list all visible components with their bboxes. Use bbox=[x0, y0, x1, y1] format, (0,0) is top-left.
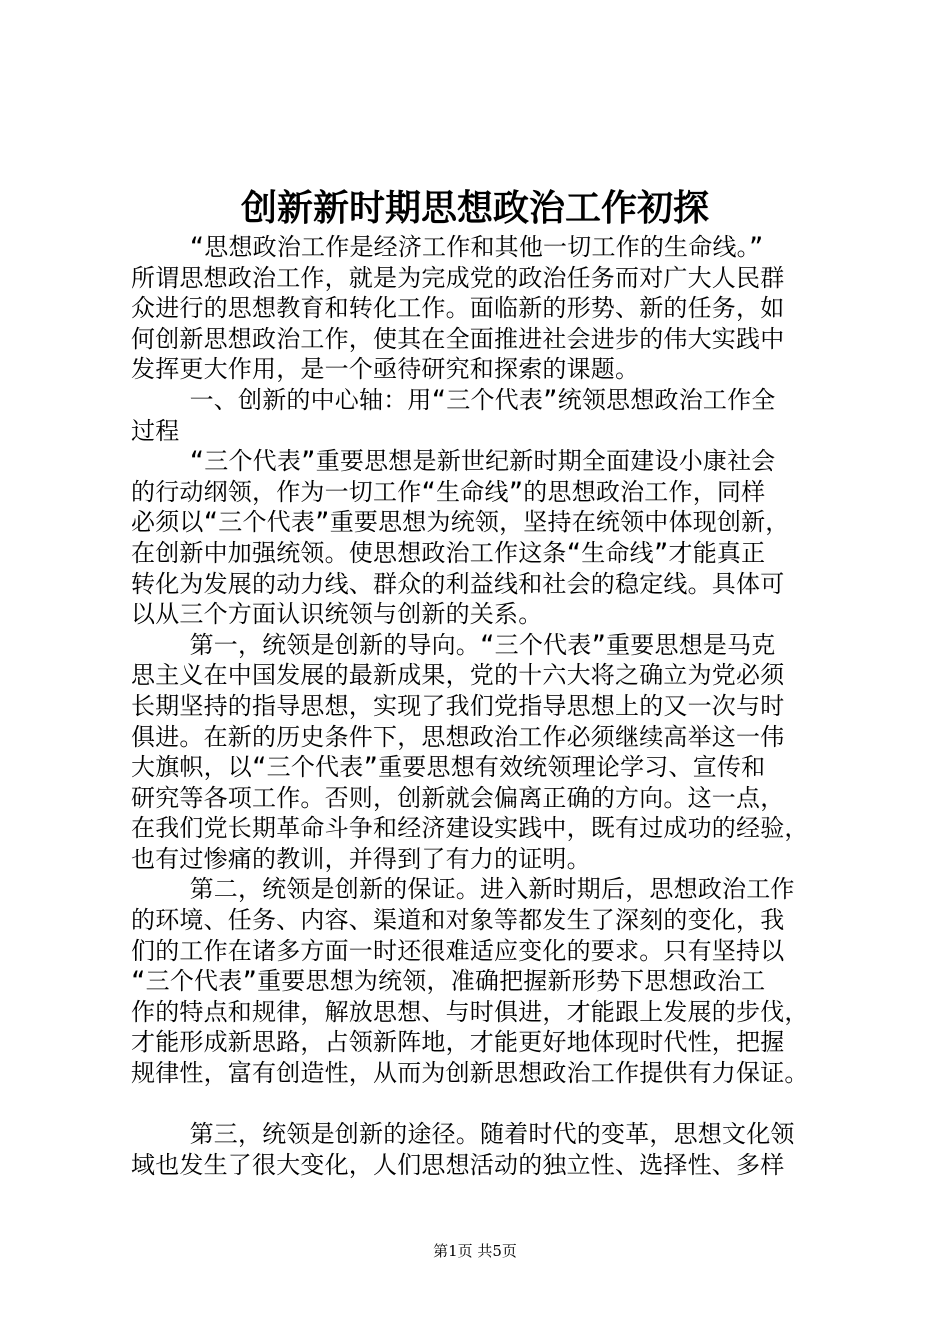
page-title: 创新新时期思想政治工作初探 bbox=[240, 187, 709, 229]
text-line: 转化为发展的动力线、群众的利益线和社会的稳定线。具体可 bbox=[131, 569, 785, 598]
text-line: 长期坚持的指导思想，实现了我们党指导思想上的又一次与时 bbox=[131, 691, 785, 720]
text-line: 必须以“三个代表”重要思想为统领，坚持在统领中体现创新， bbox=[131, 508, 790, 537]
text-line: 域也发生了很大变化，人们思想活动的独立性、选择性、多样 bbox=[131, 1150, 785, 1179]
text-line: “三个代表”重要思想是新世纪新时期全面建设小康社会 bbox=[131, 447, 776, 476]
text-line: 第三，统领是创新的途径。随着时代的变革，思想文化领 bbox=[131, 1120, 795, 1149]
text-line: 在创新中加强统领。使思想政治工作这条“生命线”才能真正 bbox=[131, 538, 766, 567]
text-line: 以从三个方面认识统领与创新的关系。 bbox=[131, 600, 543, 629]
text-line: “三个代表”重要思想为统领，准确把握新形势下思想政治工 bbox=[131, 967, 766, 996]
text-line: 思主义在中国发展的最新成果，党的十六大将之确立为党必须 bbox=[131, 661, 785, 690]
text-line: 在我们党长期革命斗争和经济建设实践中，既有过成功的经验， bbox=[131, 814, 809, 843]
text-line: 第二，统领是创新的保证。进入新时期后，思想政治工作 bbox=[131, 875, 795, 904]
text-line: 的行动纲领，作为一切工作“生命线”的思想政治工作，同样 bbox=[131, 477, 766, 506]
text-line: 也有过惨痛的教训，并得到了有力的证明。 bbox=[131, 844, 591, 873]
section-heading: 一、创新的中心轴：用“三个代表”统领思想政治工作全 bbox=[131, 385, 776, 414]
section-heading: 过程 bbox=[131, 416, 180, 445]
text-line: 研究等各项工作。否则，创新就会偏离正确的方向。这一点， bbox=[131, 783, 785, 812]
document-body bbox=[131, 232, 831, 1180]
text-line: 大旗帜，以“三个代表”重要思想有效统领理论学习、宣传和 bbox=[131, 753, 766, 782]
text-line: 的环境、任务、内容、渠道和对象等都发生了深刻的变化，我 bbox=[131, 906, 785, 935]
page-footer: 第1页 共5页 bbox=[433, 1242, 517, 1260]
text-line: 们的工作在诸多方面一时还很难适应变化的要求。只有坚持以 bbox=[131, 936, 785, 965]
text-line: 俱进。在新的历史条件下，思想政治工作必须继续高举这一伟 bbox=[131, 722, 785, 751]
text-line: 第一，统领是创新的导向。“三个代表”重要思想是马克 bbox=[131, 630, 776, 659]
text-line: 作的特点和规律，解放思想、与时俱进，才能跟上发展的步伐， bbox=[131, 997, 809, 1026]
text-line: 规律性，富有创造性，从而为创新思想政治工作提供有力保证。 bbox=[131, 1059, 809, 1088]
text-line: “思想政治工作是经济工作和其他一切工作的生命线。” bbox=[131, 233, 764, 261]
text-line: 发挥更大作用，是一个亟待研究和探索的课题。 bbox=[131, 355, 640, 384]
text-line: 众进行的思想教育和转化工作。面临新的形势、新的任务，如 bbox=[131, 294, 785, 323]
text-line: 何创新思想政治工作，使其在全面推进社会进步的伟大实践中 bbox=[131, 324, 785, 353]
text-line: 所谓思想政治工作，就是为完成党的政治任务而对广大人民群 bbox=[131, 263, 785, 292]
blank-line bbox=[131, 1089, 831, 1120]
text-line: 才能形成新思路，占领新阵地，才能更好地体现时代性，把握 bbox=[131, 1028, 785, 1057]
